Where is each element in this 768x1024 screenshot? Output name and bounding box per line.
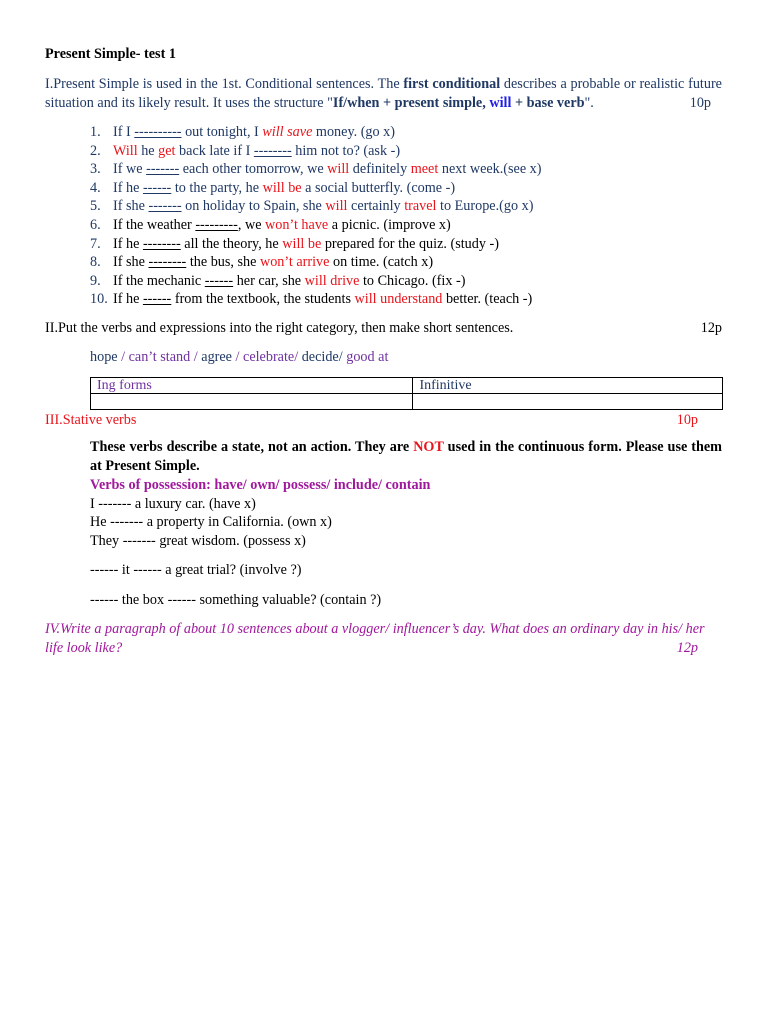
item-text: next week.(see x) [438, 161, 542, 178]
list-item [45, 197, 722, 216]
section-4-points: 12p [676, 640, 698, 657]
item-text: certainly [347, 198, 405, 215]
section-1-intro-text: . It uses the structure " [205, 95, 333, 111]
item-text: If she [113, 198, 149, 215]
stative-sentence: They ------- great wisdom. (possess x) [90, 532, 306, 549]
item-number: 4. [90, 179, 101, 196]
word-bank-item: decide/ [301, 348, 343, 365]
item-verb: will [325, 198, 348, 215]
section-3-heading [45, 411, 722, 430]
item-text: on time. (catch x) [329, 254, 434, 271]
item-text: , we [237, 216, 266, 233]
table-header-row [91, 377, 723, 393]
list-item [45, 290, 722, 309]
item-text: If she [113, 254, 149, 271]
list-item [45, 272, 722, 291]
item-number: 10. [90, 291, 108, 308]
item-text: definitely [349, 161, 411, 178]
section-1-intro-text: ". [584, 95, 594, 111]
item-number: 2. [90, 142, 101, 159]
blank-gap[interactable]: ------- [146, 161, 180, 178]
item-verb: will drive [304, 272, 360, 289]
blank-gap[interactable]: -------- [142, 235, 181, 252]
item-text: him not to? (ask -) [291, 142, 401, 159]
stative-sentence: I ------- a luxury car. (have x) [90, 495, 256, 512]
word-bank-item: hope [90, 348, 118, 365]
item-text: each other tomorrow, we [179, 161, 328, 178]
section-2 [45, 319, 722, 338]
list-item [45, 142, 722, 161]
item-verb: will be [262, 179, 302, 196]
section-3-points: 10p [676, 411, 698, 428]
stative-question: ------ it ------ a great trial? (involve ?) [90, 562, 302, 579]
word-bank-item: good at [342, 348, 389, 365]
item-text: back late if I [175, 142, 254, 159]
item-text: If he [113, 179, 143, 196]
section-4-instruction: IV.Write a paragraph of about 10 sentences about a vlogger/ influencer’s day. What does an ordinary day in his/ her life look like? [45, 621, 705, 657]
item-text: the bus, she [186, 254, 260, 271]
column-header-ing-forms: Ing forms [91, 377, 413, 393]
blank-gap[interactable]: ---------- [134, 124, 182, 140]
section-1-intro-text: I.Present Simple is used in the 1st. Conditional sentences. The [45, 76, 404, 92]
item-text: If the weather [113, 216, 196, 233]
table-row [91, 393, 723, 409]
word-bank-item: agree [201, 348, 232, 365]
section-1-points: 10p [689, 95, 711, 111]
section-4 [45, 620, 722, 658]
item-verb: will be [282, 235, 322, 252]
blank-gap[interactable]: ------- [148, 198, 182, 215]
stative-sentence: He ------- a property in California. (own x) [90, 514, 332, 531]
first-conditional-term: first conditional [403, 76, 501, 92]
item-verb: will [327, 161, 350, 178]
blank-gap[interactable]: ------ [204, 272, 234, 289]
item-text: prepared for the quiz. (study -) [321, 235, 499, 252]
item-text: a social butterfly. (come -) [301, 179, 456, 196]
item-number: 7. [90, 235, 101, 252]
list-item [45, 253, 722, 272]
blank-gap[interactable]: --------- [195, 216, 238, 233]
item-text: If he [113, 291, 143, 308]
blank-gap[interactable]: ------ [142, 179, 172, 196]
item-number: 9. [90, 272, 101, 289]
page-title: Present Simple- test 1 [45, 46, 176, 62]
item-text: If we [113, 161, 147, 178]
item-text: on holiday to Spain, she [181, 198, 326, 215]
item-verb: get [158, 142, 176, 159]
item-text: If I [113, 124, 135, 140]
item-text: he [137, 142, 159, 159]
word-bank-item: / celebrate/ [231, 348, 302, 365]
blank-gap[interactable]: -------- [253, 142, 292, 159]
stative-intro-text: used in the continuous form. Please use them at Present Simple. [90, 438, 722, 474]
item-text: If he [113, 235, 143, 252]
stative-intro-text: These verbs describe a state, not an action. They are [90, 438, 414, 455]
item-number: 1. [90, 124, 101, 140]
item-text: to Europe.(go x) [436, 198, 534, 215]
blank-gap[interactable]: ------ [142, 291, 172, 308]
blank-gap[interactable]: -------- [148, 254, 187, 271]
item-number: 8. [90, 254, 101, 271]
stative-block [90, 438, 722, 610]
item-text: out tonight, I [181, 124, 263, 140]
possession-verbs: Verbs of possession: have/ own/ possess/ include/ contain [90, 476, 431, 493]
section-2-instruction: II.Put the verbs and expressions into the right category, then make short sentences. [45, 319, 514, 336]
word-bank-item: / can’t stand / [117, 348, 202, 365]
section-1-intro [45, 75, 722, 113]
list-item [45, 160, 722, 179]
column-header-infinitive: Infinitive [413, 377, 723, 393]
item-text: to Chicago. (fix -) [359, 272, 466, 289]
list-item [45, 235, 722, 254]
item-number: 5. [90, 198, 101, 215]
item-verb: won’t arrive [259, 254, 330, 271]
item-text: all the theory, he [180, 235, 283, 252]
list-item [45, 179, 722, 198]
item-text: If the mechanic [113, 272, 205, 289]
item-number: 6. [90, 216, 101, 233]
item-text: her car, she [233, 272, 305, 289]
stative-intro [90, 438, 722, 476]
not-emphasis: NOT [413, 438, 444, 455]
item-verb: Will [113, 142, 138, 159]
stative-question: ------ the box ------ something valuable? (contain ?) [90, 592, 382, 609]
item-verb: will understand [354, 291, 443, 308]
item-verb: won’t have [265, 216, 329, 233]
item-verb: travel [404, 198, 437, 215]
structure-formula: If/when + present simple, [332, 95, 490, 111]
item-text: better. (teach -) [442, 291, 533, 308]
section-1-intro-text: describes a probable or realistic future situation and its likely result [45, 76, 722, 111]
list-item [45, 216, 722, 235]
list-item [45, 123, 722, 142]
structure-formula-end: + base verb [511, 95, 585, 111]
worksheet [45, 44, 722, 658]
item-number: 3. [90, 161, 101, 178]
section-3-title: III.Stative verbs [45, 411, 137, 428]
exercise-1-list [45, 123, 722, 309]
item-verb: meet [410, 161, 439, 178]
item-text: money. (go x) [312, 124, 395, 140]
item-text: a picnic. (improve x) [328, 216, 451, 233]
item-text: from the textbook, the students [171, 291, 355, 308]
table-cell-infinitive[interactable] [413, 393, 723, 409]
item-text: to the party, he [171, 179, 263, 196]
category-table [90, 377, 723, 410]
table-cell-ing-forms[interactable] [91, 393, 413, 409]
section-2-points: 12p [700, 319, 722, 336]
item-verb: will save [262, 124, 313, 140]
structure-will: will [489, 95, 512, 111]
word-bank [90, 348, 722, 367]
